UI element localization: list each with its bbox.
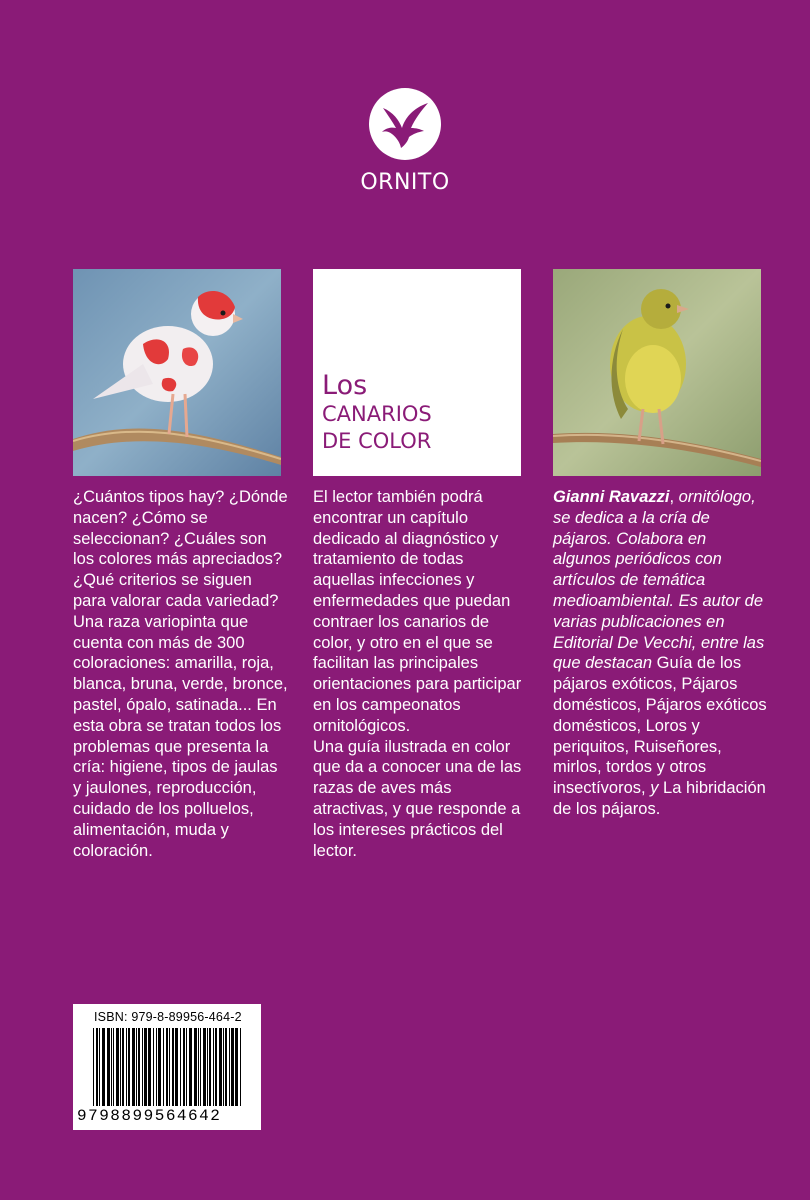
author-conjunction: y xyxy=(645,779,659,798)
blurb-left-column xyxy=(73,487,288,861)
barcode-digits: 9798899564642 xyxy=(77,1107,222,1125)
title-line-2: CANARIOS xyxy=(322,402,432,426)
author-bio-text: ornitólogo, se dedica a la cría de pájaros. Colabora en algunos periódicos con artículos de temática medioambiental. Es autor de varias publicaciones en Editorial De Vecchi, entre las que destacan xyxy=(553,488,765,673)
red-white-canary-photo xyxy=(73,269,281,476)
author-works: Guía de los pájaros exóticos, Pájaros domésticos, Pájaros exóticos domésticos, Loros y periquitos, Ruiseñores, mirlos, tordos y otros insectívoros, xyxy=(553,654,767,798)
book-title xyxy=(322,371,432,455)
blurb-paragraph: ¿Cuántos tipos hay? ¿Dónde nacen? ¿Cómo se seleccionan? ¿Cuáles son los colores más apreciados? ¿Qué criterios se siguen para valorar cada variedad? Una raza variopinta que cuenta con más de 300 coloraciones: amarilla, roja, blanca, bruna, verde, bronce, pastel, ópalo, satinada... En esta obra se tratan todos los problemas que presenta la cría: higiene, tipos de jaulas y jaulones, reproducción, cuidado de los polluelos, alimentación, muda y coloración. xyxy=(73,488,288,860)
yellow-green-canary-photo xyxy=(553,269,761,476)
title-box xyxy=(313,269,521,476)
publisher-logo xyxy=(355,88,455,195)
publisher-name: ORNITO xyxy=(360,170,450,195)
title-line-1: Los xyxy=(322,370,368,401)
flying-bird-icon xyxy=(369,88,441,160)
barcode-bars xyxy=(93,1028,243,1108)
isbn-number: ISBN: 979-8-89956-464-2 xyxy=(94,1010,242,1024)
isbn-barcode xyxy=(73,1004,261,1130)
title-line-3: DE COLOR xyxy=(322,429,432,453)
author-bio xyxy=(553,487,768,820)
author-sep: , xyxy=(669,488,675,506)
blurb-middle-column xyxy=(313,487,528,861)
blurb-paragraph: Una guía ilustrada en color que da a conocer una de las razas de aves más atractivas, y que responde a los intereses prácticos del lector. xyxy=(313,737,522,860)
author-name: Gianni Ravazzi xyxy=(553,488,670,506)
author-last-work: La hibridación de los pájaros. xyxy=(553,779,766,818)
blurb-paragraph: El lector también podrá encontrar un capítulo dedicado al diagnóstico y tratamiento de todas aquellas infecciones y enfermedades que puedan contraer los canarios de color, y otro en el que se facilitan las principales orientaciones para participar en los campeonatos ornitológicos. xyxy=(313,488,522,735)
author-bio-paragraph xyxy=(553,487,768,820)
